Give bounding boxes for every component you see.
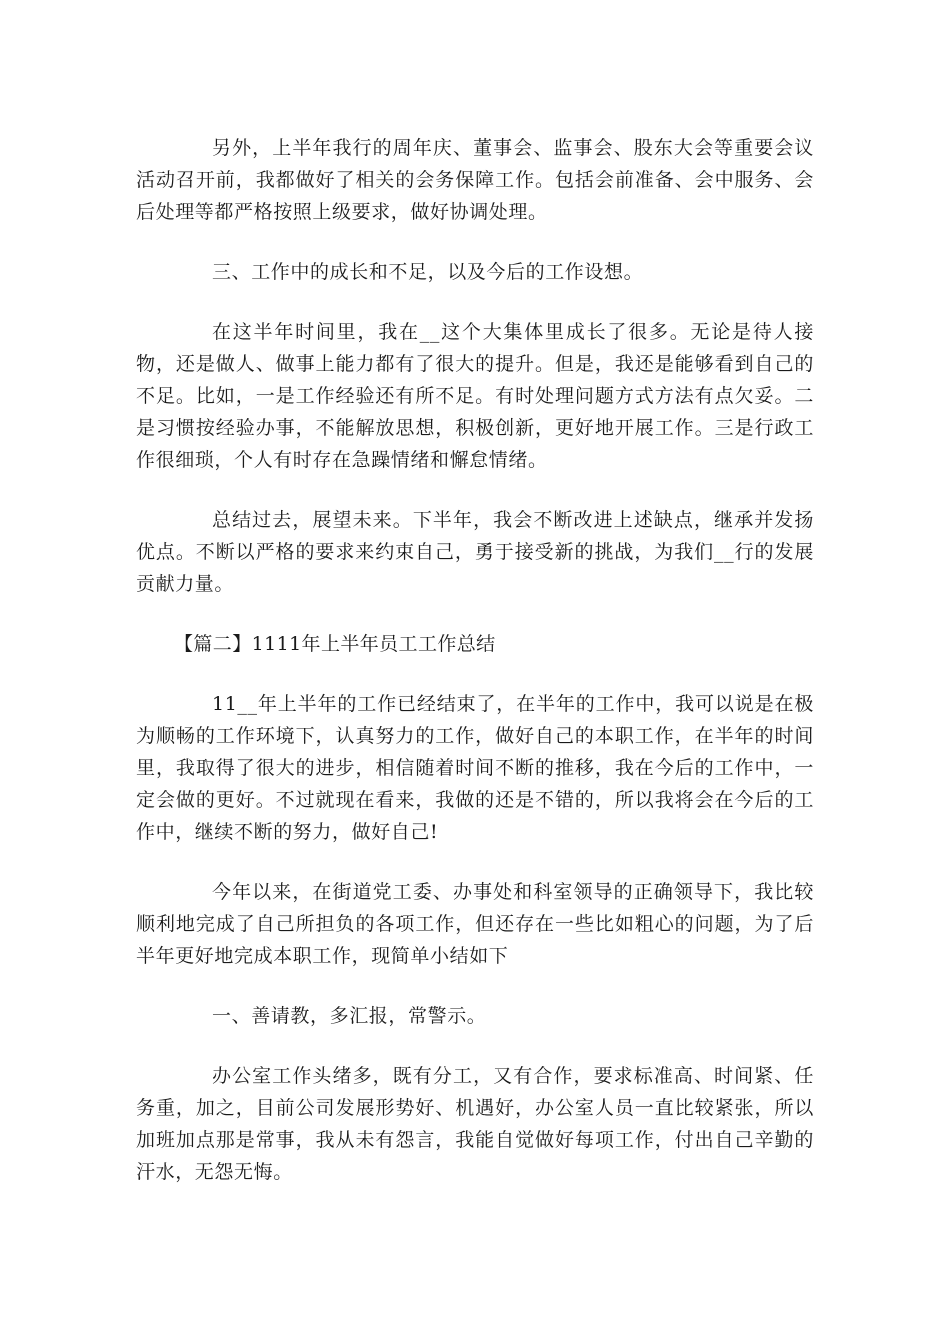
paragraph-office-work: 办公室工作头绪多，既有分工，又有合作，要求标准高、时间紧、任务重，加之，目前公司发展形势好、机遇好，办公室人员一直比较紧张，所以加班加点那是常事，我从未有怨言，我能自觉做好每项工作，付出自己辛勤的汗水，无怨无悔。 [136,1065,814,1183]
heading-growth-and-shortcomings: 三、工作中的成长和不足，以及今后的工作设想。 [212,261,644,283]
paragraph-summary-intro: 今年以来，在街道党工委、办事处和科室领导的正确领导下，我比较顺利地完成了自己所担负的各项工作，但还存在一些比如粗心的问题，为了后半年更好地完成本职工作，现简单小结如下 [136,881,814,967]
paragraph-half-year-review: 11__年上半年的工作已经结束了，在半年的工作中，我可以说是在极为顺畅的工作环境下，认真努力的工作，做好自己的本职工作，在半年的时间里，我取得了很大的进步，相信随着时间不断的推移，我在今后的工作中，一定会做的更好。不过就现在看来，我做的还是不错的，所以我将会在今后的工作中，继续不断的努力，做好自己! [136,693,814,843]
heading-ask-report-warn: 一、善请教，多汇报，常警示。 [212,1005,487,1027]
document-body [136,132,814,1216]
paragraph-growth: 在这半年时间里，我在__这个大集体里成长了很多。无论是待人接物，还是做人、做事上能力都有了很大的提升。但是，我还是能够看到自己的不足。比如，一是工作经验还有所不足。有时处理问题方式方法有点欠妥。二是习惯按经验办事，不能解放思想，积极创新，更好地开展工作。三是行政工作很细琐，个人有时存在急躁情绪和懈怠情绪。 [136,321,814,471]
paragraph-meeting-support: 另外，上半年我行的周年庆、董事会、监事会、股东大会等重要会议活动召开前，我都做好了相关的会务保障工作。包括会前准备、会中服务、会后处理等都严格按照上级要求，做好协调处理。 [136,137,814,223]
paragraph-outlook: 总结过去，展望未来。下半年，我会不断改进上述缺点，继承并发扬优点。不断以严格的要求来约束自己，勇于接受新的挑战，为我们__行的发展贡献力量。 [136,509,814,595]
section-title-part-two: 【篇二】1111年上半年员工工作总结 [174,633,496,655]
